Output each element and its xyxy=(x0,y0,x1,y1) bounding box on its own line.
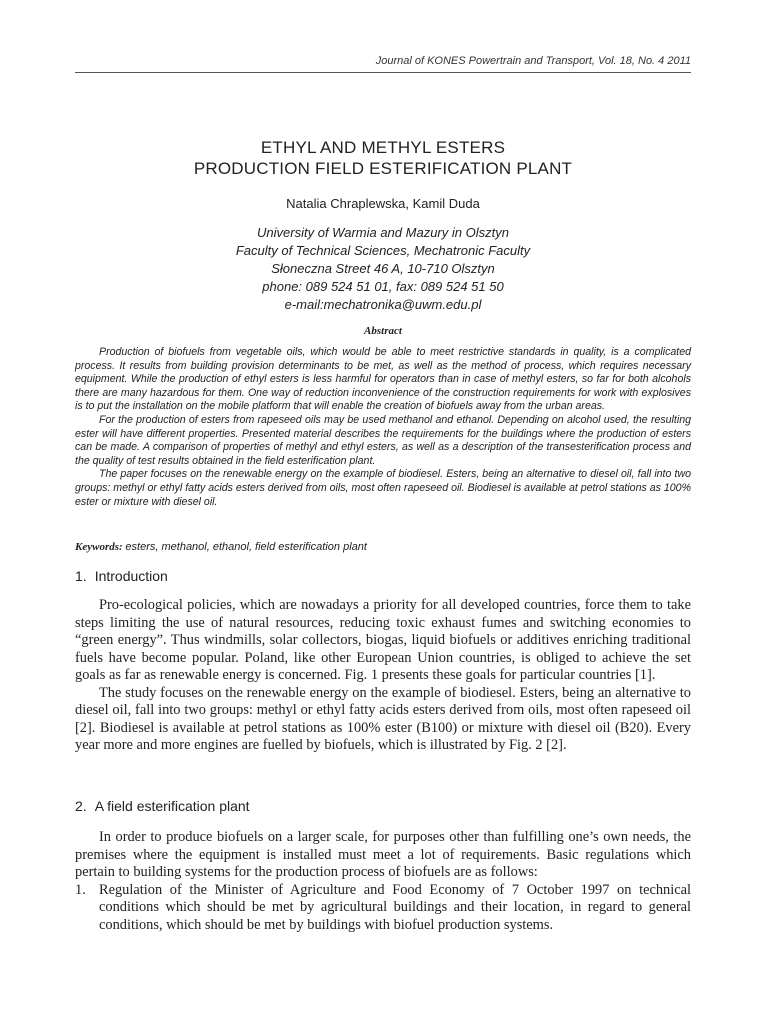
section-2-title: A field esterification plant xyxy=(94,798,250,814)
journal-running-head: Journal of KONES Powertrain and Transport, Vol. 18, No. 4 2011 xyxy=(375,55,691,67)
affiliation-address: Słoneczna Street 46 A, 10-710 Olsztyn xyxy=(271,261,495,276)
section-2-heading xyxy=(75,798,250,814)
section-1-body xyxy=(75,597,691,755)
section-2-body xyxy=(75,829,691,934)
section-1-heading xyxy=(75,568,168,584)
affiliation-phone: phone: 089 524 51 01, fax: 089 524 51 50 xyxy=(262,279,504,294)
title-line-1: ETHYL AND METHYL ESTERS xyxy=(260,138,506,157)
header-rule xyxy=(75,72,691,73)
regulations-list xyxy=(75,882,691,935)
title-line-2: PRODUCTION FIELD ESTERIFICATION PLANT xyxy=(193,159,573,178)
list-item-number: 1. xyxy=(75,881,86,898)
affiliation-email: e-mail:mechatronika@uwm.edu.pl xyxy=(284,297,482,312)
affiliation xyxy=(75,224,691,314)
abstract-paragraph: The paper focuses on the renewable energy on the example of biodiesel. Esters, being an alternative to diesel oil, fall into two groups: methyl or ethyl fatty acids esters derived from oils, most often rapeseed oil. Biodiesel is available at petrol stations as 100% ester or mixture with diesel oil. xyxy=(75,468,691,508)
list-item-text: Regulation of the Minister of Agriculture and Food Economy of 7 October 1997 on technical conditions which should be met by agricultural buildings and their location, in regard to general conditions, which should be met by buildings with biofuel production systems. xyxy=(99,881,691,933)
body-paragraph: In order to produce biofuels on a larger scale, for purposes other than fulfilling one’s own needs, the premises where the equipment is installed must meet a lot of requirements. Basic regulations which pertain to building systems for the production process of biofuels are as follows: xyxy=(75,829,691,880)
section-1-title: Introduction xyxy=(94,568,168,584)
abstract-body xyxy=(75,346,691,509)
authors: Natalia Chraplewska, Kamil Duda xyxy=(286,196,480,211)
section-1-number: 1. xyxy=(75,568,87,584)
section-2-number: 2. xyxy=(75,798,87,814)
keywords-label: Keywords: xyxy=(75,541,123,553)
abstract-heading: Abstract xyxy=(364,325,402,337)
affiliation-university: University of Warmia and Mazury in Olsztyn xyxy=(257,225,509,240)
abstract-paragraph: For the production of esters from rapeseed oils may be used methanol and ethanol. Depending on alcohol used, the resulting ester will have different properties. Presented material describes the requirements for the buildings where the production of esters can be made. A comparison of properties of methyl and ethyl esters, as well as a description of the transesterification process and the quality of test results obtained in the field esterification plant. xyxy=(75,413,691,467)
abstract-paragraph: Production of biofuels from vegetable oils, which would be able to meet restrictive standards in quality, is a complicated process. It results from building provision determinants to be met, as well as the method of process, which requires necessary equipment. While the production of ethyl esters is less harmful for operators than in case of methyl esters, so far for both alcohols there are many hazardous for them. One way of reduction inconvenience of the construction requirements for work with explosives is to put the installation on the mobile platform that will enable the creation of biofuels away from the urban areas. xyxy=(75,346,691,413)
keywords-text: esters, methanol, ethanol, field esterification plant xyxy=(125,541,367,553)
list-item xyxy=(75,882,691,935)
body-paragraph: Pro-ecological policies, which are nowadays a priority for all developed countries, force them to take steps limiting the use of natural resources, reducing toxic exhaust fumes and switching economies to “green energy”. Thus windmills, solar collectors, biogas, liquid biofuels or additives enriching traditional fuels have become popular. Poland, like other European Union countries, is obliged to achieve the set goals as far as renewable energy is concerned. Fig. 1 presents these goals for particular countries [1]. xyxy=(75,597,691,683)
body-paragraph: The study focuses on the renewable energy on the example of biodiesel. Esters, being an alternative to diesel oil, fall into two groups: methyl or ethyl fatty acids esters derived from oils, most often rapeseed oil [2]. Biodiesel is available at petrol stations as 100% ester (B100) or mixture with diesel oil (B20). Every year more and more engines are fuelled by biofuels, which is illustrated by Fig. 2 [2]. xyxy=(75,684,691,753)
affiliation-faculty: Faculty of Technical Sciences, Mechatronic Faculty xyxy=(235,243,531,258)
keywords xyxy=(75,541,691,553)
paper-title xyxy=(75,137,691,179)
